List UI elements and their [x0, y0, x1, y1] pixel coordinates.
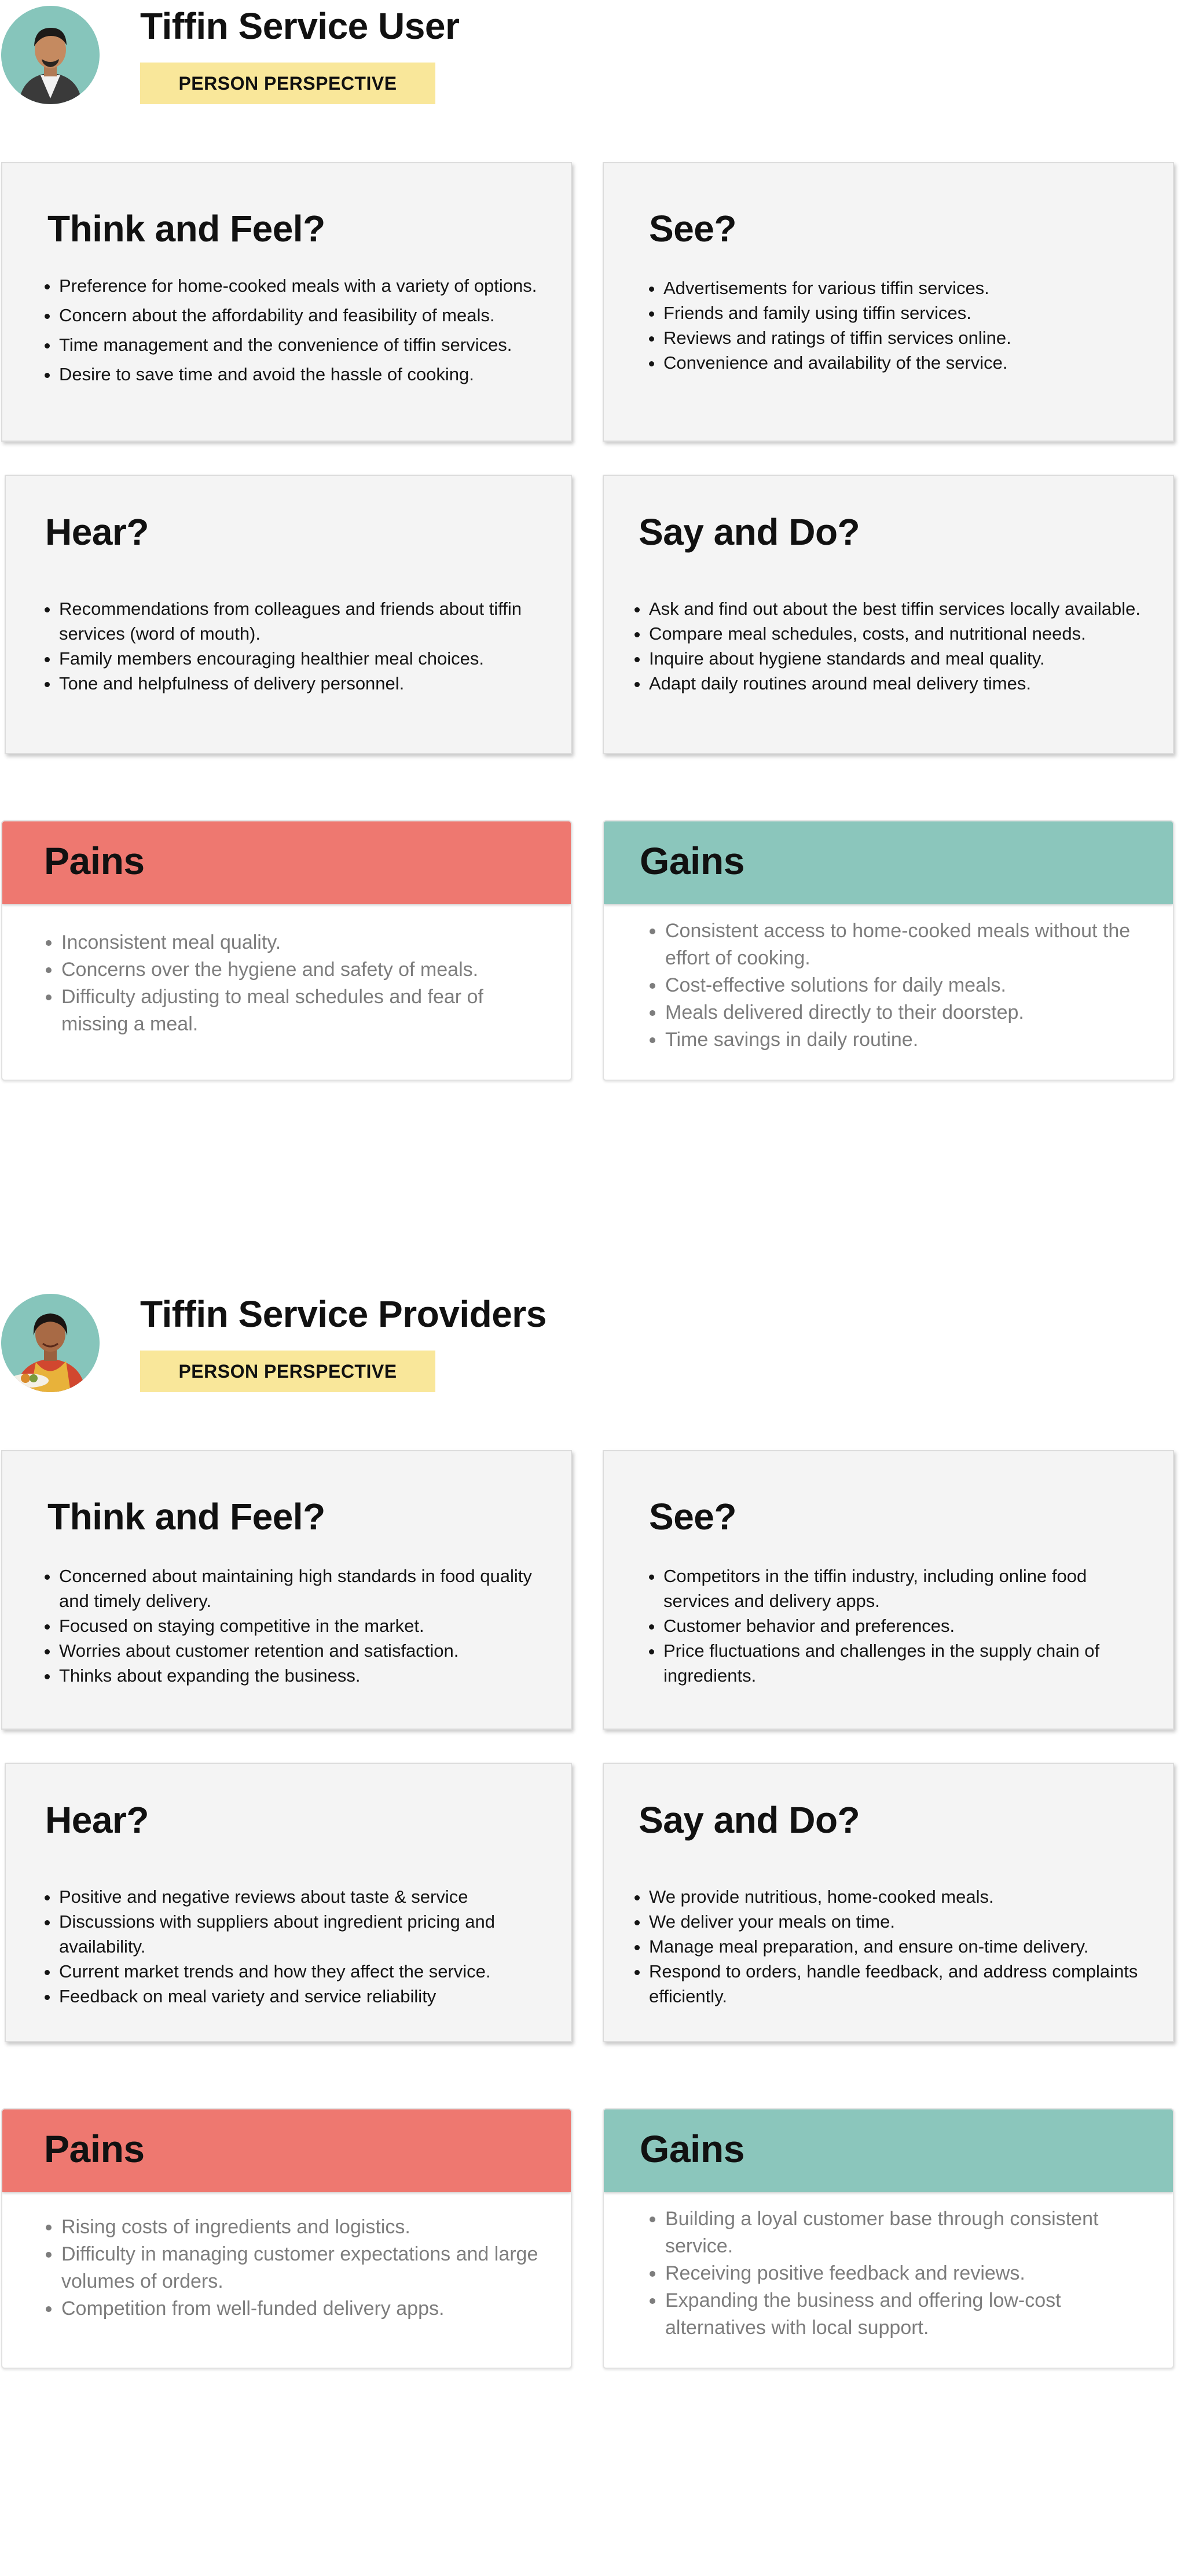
card-heading: Say and Do? [639, 1799, 860, 1841]
list-item: • Inquire about hygiene standards and meal quality. [649, 646, 1158, 671]
card-heading: Think and Feel? [47, 1496, 325, 1537]
list-item: • Respond to orders, handle feedback, and address complaints efficiently. [649, 1959, 1158, 2009]
gains-header [604, 2109, 1173, 2192]
list-item: • Positive and negative reviews about taste & service [59, 1884, 557, 1909]
see-card [603, 1450, 1174, 1730]
see-card [603, 162, 1174, 442]
list-item: • Convenience and availability of the service. [663, 350, 1161, 375]
page-title: Tiffin Service Providers [140, 1293, 547, 1335]
list-item: • Thinks about expanding the business. [59, 1663, 545, 1688]
card-heading: See? [649, 1496, 736, 1537]
list-item: • Competition from well-funded delivery apps. [61, 2295, 542, 2322]
card-list [646, 276, 1161, 375]
list-item: • Customer behavior and preferences. [663, 1613, 1144, 1638]
perspective-badge: PERSON PERSPECTIVE [140, 63, 435, 104]
pains-header [2, 821, 571, 904]
perspective-badge: PERSON PERSPECTIVE [140, 1351, 435, 1392]
hear-card [5, 475, 572, 754]
card-heading: Hear? [45, 511, 149, 553]
pains-header [2, 2109, 571, 2192]
card-heading: Pains [44, 839, 145, 882]
card-heading: Pains [44, 2127, 145, 2170]
list-item: • Expanding the business and offering low-cost alternatives with local support. [665, 2287, 1140, 2342]
list-item: • Cost-effective solutions for daily meals. [665, 972, 1140, 999]
persona-section-provider [0, 1288, 1181, 2576]
list-item: • Ask and find out about the best tiffin services locally available. [649, 596, 1158, 621]
think-feel-card [1, 1450, 572, 1730]
list-item: • Concern about the affordability and feasibility of meals. [59, 303, 551, 328]
card-list [42, 273, 551, 391]
pains-card [1, 2108, 572, 2369]
card-list [632, 596, 1158, 696]
card-list [647, 918, 1140, 1054]
gains-card [603, 820, 1174, 1081]
list-item: • Discussions with suppliers about ingredient pricing and availability. [59, 1909, 557, 1959]
list-item: • Current market trends and how they affect the service. [59, 1959, 557, 1984]
list-item: • Difficulty adjusting to meal schedules and fear of missing a meal. [61, 984, 536, 1038]
card-heading: Hear? [45, 1799, 149, 1841]
card-heading: See? [649, 208, 736, 249]
list-item: • Manage meal preparation, and ensure on-time delivery. [649, 1934, 1158, 1959]
list-item: • Consistent access to home-cooked meals without the effort of cooking. [665, 918, 1140, 972]
pains-card [1, 820, 572, 1081]
list-item: • Difficulty in managing customer expectations and large volumes of orders. [61, 2241, 542, 2295]
list-item: • Reviews and ratings of tiffin services online. [663, 325, 1161, 350]
list-item: • We provide nutritious, home-cooked meals. [649, 1884, 1158, 1909]
card-list [632, 1884, 1158, 2009]
woman-with-food-avatar [1, 1294, 100, 1392]
gains-card [603, 2108, 1174, 2369]
list-item: • Time management and the convenience of tiffin services. [59, 332, 551, 357]
list-item: • Desire to save time and avoid the hassle of cooking. [59, 362, 551, 387]
say-do-card [603, 1763, 1174, 2042]
list-item: • We deliver your meals on time. [649, 1909, 1158, 1934]
list-item: • Tone and helpfulness of delivery personnel. [59, 671, 557, 696]
card-list [42, 596, 557, 696]
list-item: • Advertisements for various tiffin services. [663, 276, 1161, 300]
list-item: • Feedback on meal variety and service reliability [59, 1984, 557, 2009]
list-item: • Friends and family using tiffin services. [663, 300, 1161, 325]
list-item: • Concerns over the hygiene and safety of meals. [61, 956, 536, 984]
list-item: • Meals delivered directly to their doorstep. [665, 999, 1140, 1026]
list-item: • Rising costs of ingredients and logistics. [61, 2214, 542, 2241]
card-list [647, 2206, 1140, 2342]
list-item: • Worries about customer retention and satisfaction. [59, 1638, 545, 1663]
say-do-card [603, 475, 1174, 754]
gains-header [604, 821, 1173, 904]
card-list [42, 1564, 545, 1688]
list-item: • Family members encouraging healthier meal choices. [59, 646, 557, 671]
list-item: • Preference for home-cooked meals with a variety of options. [59, 273, 551, 298]
list-item: • Competitors in the tiffin industry, including online food services and delivery apps. [663, 1564, 1144, 1613]
card-list [646, 1564, 1144, 1688]
list-item: • Receiving positive feedback and reviews. [665, 2260, 1140, 2287]
page-title: Tiffin Service User [140, 5, 460, 47]
list-item: • Focused on staying competitive in the market. [59, 1613, 545, 1638]
list-item: • Building a loyal customer base through consistent service. [665, 2206, 1140, 2260]
card-heading: Say and Do? [639, 511, 860, 553]
list-item: • Time savings in daily routine. [665, 1026, 1140, 1054]
card-heading: Gains [640, 2127, 744, 2170]
list-item: • Concerned about maintaining high standards in food quality and timely delivery. [59, 1564, 545, 1613]
card-list [43, 929, 536, 1038]
card-heading: Gains [640, 839, 744, 882]
think-feel-card [1, 162, 572, 442]
list-item: • Adapt daily routines around meal delivery times. [649, 671, 1158, 696]
hear-card [5, 1763, 572, 2042]
card-list [43, 2214, 542, 2322]
list-item: • Inconsistent meal quality. [61, 929, 536, 956]
young-man-avatar [1, 6, 100, 104]
card-list [42, 1884, 557, 2009]
list-item: • Price fluctuations and challenges in the supply chain of ingredients. [663, 1638, 1144, 1688]
list-item: • Compare meal schedules, costs, and nutritional needs. [649, 621, 1158, 646]
list-item: • Recommendations from colleagues and friends about tiffin services (word of mouth). [59, 596, 557, 646]
card-heading: Think and Feel? [47, 208, 325, 249]
